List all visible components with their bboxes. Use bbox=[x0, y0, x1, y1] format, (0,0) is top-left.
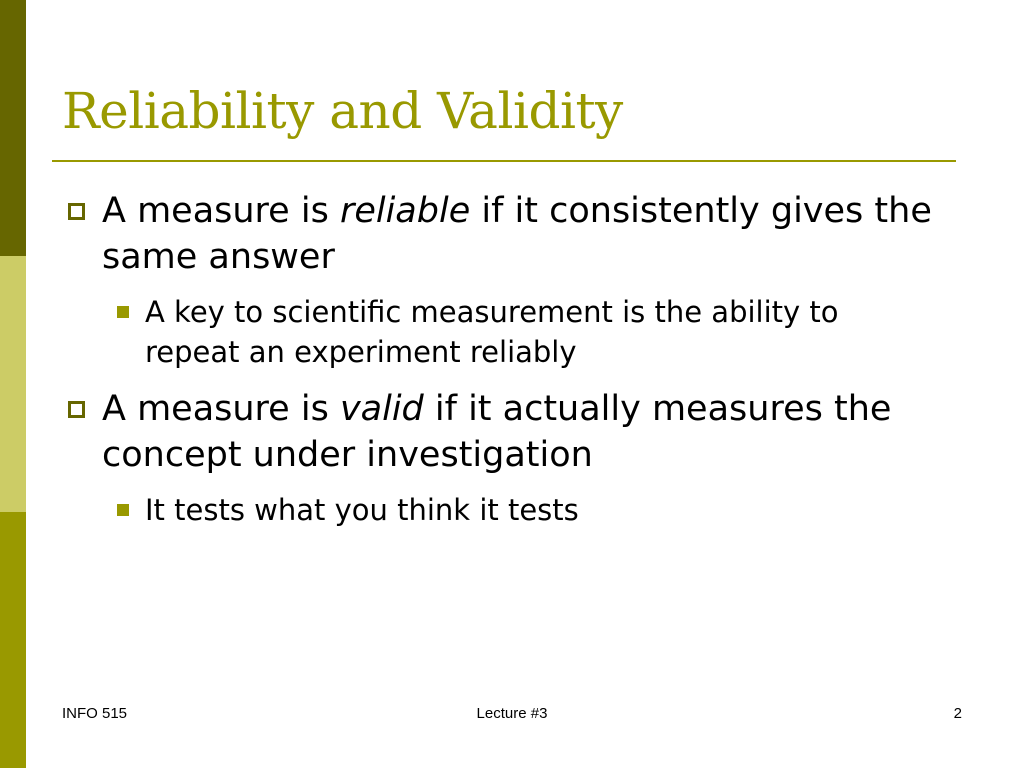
bullet-text-suffix: if it consistently gives the same answer bbox=[102, 191, 932, 277]
bullet-reliable bbox=[62, 188, 942, 280]
side-bar-light bbox=[0, 256, 26, 512]
sub-bullet-reliable bbox=[62, 292, 942, 372]
title-divider bbox=[52, 160, 956, 162]
slide-content bbox=[62, 188, 942, 544]
sub-bullet-text: A key to scientific measurement is the ability to repeat an experiment reliably bbox=[145, 295, 839, 369]
hollow-square-bullet-icon bbox=[68, 203, 85, 220]
footer-page-number: 2 bbox=[953, 705, 962, 722]
bullet-text-suffix: if it actually measures the concept under investigation bbox=[102, 389, 892, 475]
bullet-valid bbox=[62, 386, 942, 478]
bullet-text-prefix: A measure is bbox=[102, 191, 340, 231]
bullet-text-prefix: A measure is bbox=[102, 389, 340, 429]
filled-square-bullet-icon bbox=[117, 306, 129, 318]
hollow-square-bullet-icon bbox=[68, 401, 85, 418]
footer-lecture: Lecture #3 bbox=[476, 705, 548, 722]
bullet-emphasis: valid bbox=[339, 389, 424, 429]
bullet-emphasis: reliable bbox=[339, 191, 471, 231]
filled-square-bullet-icon bbox=[117, 504, 129, 516]
footer-course: INFO 515 bbox=[62, 705, 128, 722]
side-bar-dark bbox=[0, 0, 26, 256]
sub-bullet-text: It tests what you think it tests bbox=[145, 493, 579, 527]
slide-title: Reliability and Validity bbox=[62, 82, 623, 140]
sub-bullet-valid bbox=[62, 490, 942, 530]
side-bar-accent bbox=[0, 512, 26, 768]
